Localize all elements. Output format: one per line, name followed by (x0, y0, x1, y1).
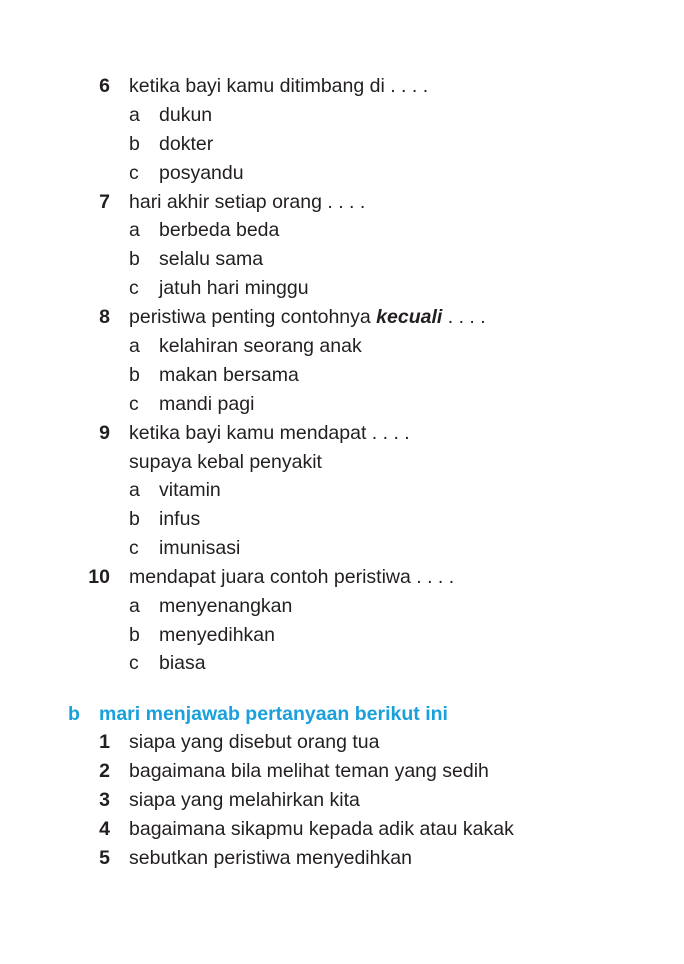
question-text-line2: supaya kebal penyakit (129, 451, 322, 473)
question-text-after: . . . . (442, 306, 486, 328)
option-text: dukun (159, 104, 213, 126)
section-letter: b (68, 703, 80, 725)
question-text-before: peristiwa penting contohnya (129, 306, 377, 328)
essay-question: bagaimana bila melihat teman yang sedih (129, 760, 489, 782)
essay-question: bagaimana sikapmu kepada adik atau kakak (129, 818, 514, 840)
option-letter: c (129, 162, 139, 184)
essay-number: 4 (99, 818, 110, 840)
option-text: selalu sama (159, 248, 264, 270)
essay-number: 3 (99, 789, 110, 811)
option-letter: b (129, 624, 140, 646)
option-text: posyandu (159, 162, 244, 184)
option-text: menyedihkan (159, 624, 275, 646)
option-text: berbeda beda (159, 219, 280, 241)
question-text: ketika bayi kamu ditimbang di . . . . (129, 75, 429, 97)
question-text: ketika bayi kamu mendapat . . . . (129, 422, 410, 444)
option-text: dokter (159, 133, 214, 155)
option-text: kelahiran seorang anak (159, 335, 362, 357)
question-text (129, 305, 486, 329)
question-number: 6 (99, 75, 110, 97)
question-number: 10 (88, 566, 110, 588)
essay-number: 1 (99, 731, 110, 753)
question-text: mendapat juara contoh peristiwa . . . . (129, 566, 455, 588)
option-letter: a (129, 219, 140, 241)
option-letter: c (129, 537, 139, 559)
option-letter: c (129, 393, 139, 415)
option-letter: b (129, 248, 140, 270)
option-text: makan bersama (159, 364, 299, 386)
option-text: infus (159, 508, 201, 530)
question-text: hari akhir setiap orang . . . . (129, 191, 366, 213)
option-letter: b (129, 364, 140, 386)
option-letter: a (129, 104, 140, 126)
option-letter: b (129, 508, 140, 530)
option-text: biasa (159, 652, 206, 674)
option-text: vitamin (159, 479, 221, 501)
option-text: mandi pagi (159, 393, 255, 415)
question-number: 8 (99, 306, 110, 328)
option-letter: a (129, 479, 140, 501)
essay-number: 5 (99, 847, 110, 869)
option-letter: b (129, 133, 140, 155)
option-letter: c (129, 652, 139, 674)
question-number: 9 (99, 422, 110, 444)
option-letter: c (129, 277, 139, 299)
option-text: imunisasi (159, 537, 241, 559)
option-text: menyenangkan (159, 595, 293, 617)
option-text: jatuh hari minggu (159, 277, 309, 299)
section-title: mari menjawab pertanyaan berikut ini (99, 703, 448, 725)
essay-question: siapa yang disebut orang tua (129, 731, 380, 753)
essay-question: sebutkan peristiwa menyedihkan (129, 847, 412, 869)
essay-number: 2 (99, 760, 110, 782)
question-emphasis: kecuali (376, 306, 443, 328)
option-letter: a (129, 595, 140, 617)
essay-question: siapa yang melahirkan kita (129, 789, 360, 811)
option-letter: a (129, 335, 140, 357)
question-number: 7 (99, 191, 110, 213)
